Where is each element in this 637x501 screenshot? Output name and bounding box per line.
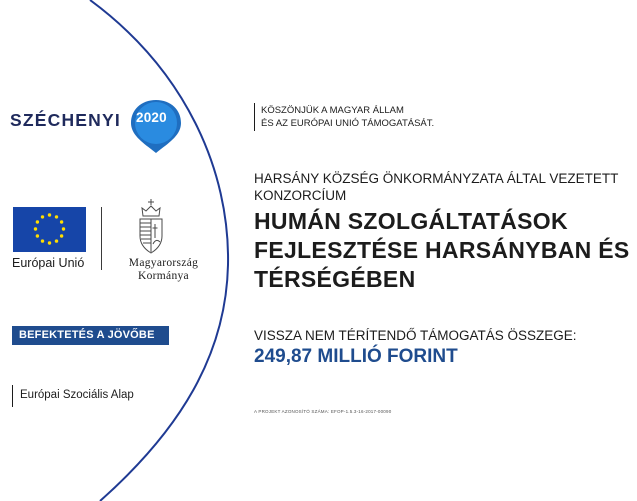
esf-label: Európai Szociális Alap <box>20 389 134 401</box>
consortium-text: HARSÁNY KÖZSÉG ÖNKORMÁNYZATA ÁLTAL VEZETETT KONZORCÍUM <box>254 171 619 203</box>
eu-flag-icon <box>13 207 86 252</box>
esf-divider <box>12 385 13 407</box>
amount-value: 249,87 MILLIÓ FORINT <box>254 346 458 367</box>
hungarian-crest-icon <box>136 198 166 254</box>
thanks-text <box>261 104 434 130</box>
government-label <box>124 257 203 283</box>
gov-label-line2: Kormánya <box>138 270 189 282</box>
logo-divider <box>101 207 102 270</box>
thanks-line1: KÖSZÖNJÜK A MAGYAR ÁLLAM <box>261 105 404 116</box>
project-title: HUMÁN SZOLGÁLTATÁSOK FEJLESZTÉSE HARSÁNYBAN ÉS TÉRSÉGÉBEN <box>254 208 630 292</box>
eu-label: Európai Unió <box>12 256 85 270</box>
thanks-divider <box>254 103 255 131</box>
szechenyi-year: 2020 <box>136 110 167 125</box>
amount-label: VISSZA NEM TÉRÍTENDŐ TÁMOGATÁS ÖSSZEGE: <box>254 328 577 343</box>
map-pin-icon <box>127 98 185 154</box>
invest-slogan: BEFEKTETÉS A JÖVŐBE <box>12 326 169 345</box>
gov-label-line1: Magyarország <box>128 257 199 269</box>
thanks-line2: ÉS AZ EURÓPAI UNIÓ TÁMOGATÁSÁT. <box>261 118 435 129</box>
project-id: A PROJEKT AZONOSÍTÓ SZÁMA: EFOP-1.5.3-16-2017-00090 <box>254 409 392 414</box>
szechenyi-wordmark: SZÉCHENYI <box>10 110 121 130</box>
